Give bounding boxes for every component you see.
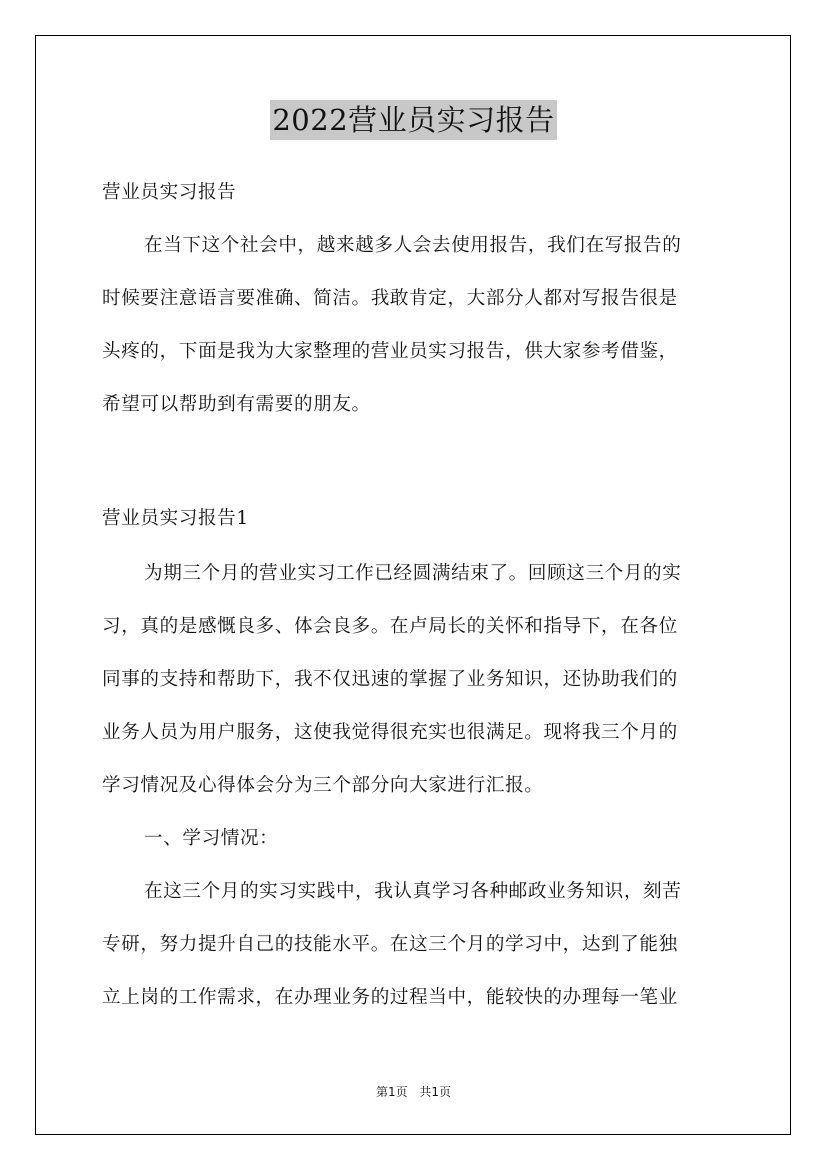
subheading: 一、学习情况：	[144, 828, 279, 849]
page-footer	[0, 1084, 827, 1100]
title-container	[0, 100, 827, 140]
paragraph-line: 时候要注意语言要准确、简洁。我敢肯定，大部分人都对写报告很是	[102, 288, 678, 309]
page-total: 共1页	[419, 1085, 452, 1099]
section-heading-2-block	[102, 492, 727, 545]
paragraph-line: 业务人员为用户服务，这使我觉得很充实也很满足。现将我三个月的	[102, 722, 678, 743]
section-heading: 营业员实习报告	[102, 182, 237, 203]
paragraph-line: 头疼的，下面是我为大家整理的营业员实习报告，供大家参考借鉴，	[102, 341, 678, 362]
paragraph-line: 专研，努力提升自己的技能水平。在这三个月的学习中，达到了能独	[102, 934, 678, 955]
section-heading-1-block	[102, 166, 727, 219]
section-heading: 营业员实习报告1	[102, 508, 249, 529]
document-title: 2022营业员实习报告	[270, 100, 556, 140]
paragraph-line: 同事的支持和帮助下，我不仅迅速的掌握了业务知识，还协助我们的	[102, 669, 678, 690]
paragraph-line: 习，真的是感慨良多、体会良多。在卢局长的关怀和指导下，在各位	[102, 616, 678, 637]
paragraph-line: 学习情况及心得体会分为三个部分向大家进行汇报。	[102, 775, 544, 796]
paragraph-line: 希望可以帮助到有需要的朋友。	[102, 394, 371, 415]
page-number: 第1页	[375, 1085, 408, 1099]
paragraph-line: 在当下这个社会中，越来越多人会去使用报告，我们在写报告的	[144, 235, 682, 256]
paragraph-line: 立上岗的工作需求，在办理业务的过程当中，能较快的办理每一笔业	[102, 987, 678, 1008]
intro-paragraph	[102, 219, 727, 431]
report-paragraph	[102, 547, 727, 1024]
paragraph-line: 为期三个月的营业实习工作已经圆满结束了。回顾这三个月的实	[144, 563, 682, 584]
paragraph-line: 在这三个月的实习实践中，我认真学习各种邮政业务知识，刻苦	[144, 881, 682, 902]
